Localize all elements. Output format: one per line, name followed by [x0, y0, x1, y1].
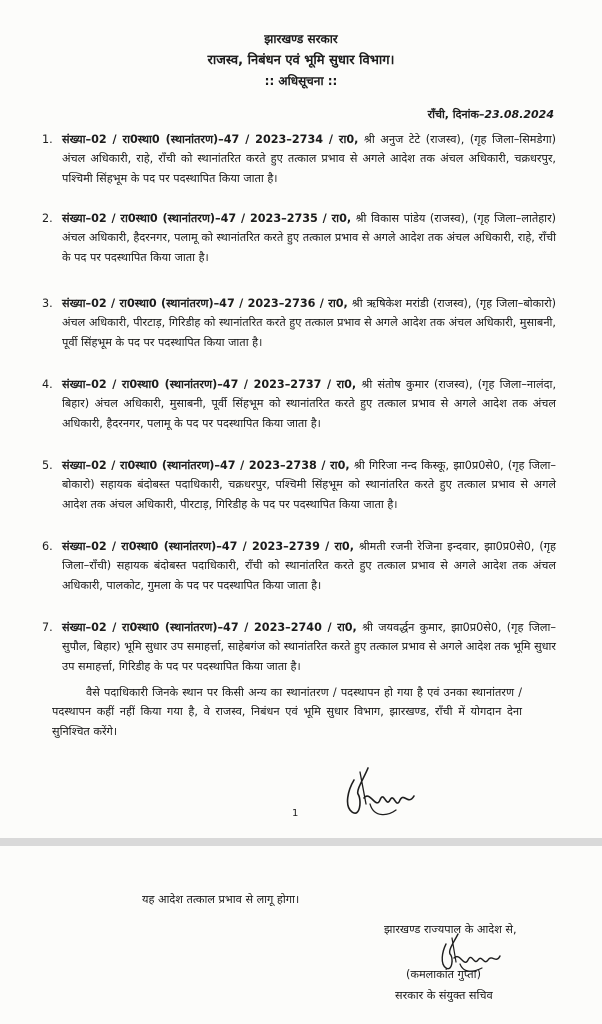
authority-line: झारखण्ड राज्यपाल के आदेश से, — [384, 923, 517, 936]
list-item — [42, 130, 557, 188]
item-number: 6. — [42, 540, 53, 553]
signatory-designation: सरकार के संयुक्त सचिव — [395, 989, 493, 1002]
document-page-2 — [0, 846, 602, 1024]
page-number: 1 — [292, 808, 299, 819]
department-header: राजस्व, निबंधन एवं भूमि सुधार विभाग। — [207, 53, 395, 68]
item-body: श्री अनुज टेटे (राजस्व), (गृह जिला–सिमडेगा) अंचल अधिकारी, राहे, राँची को स्थानांतरित करते हुए तत्काल प्रभाव से अगले आदेश तक अंचल अधिकारी, चक्रधरपुर, पश्चिमी सिंहभूम के पद पर पदस्थापित किया जाता है। — [62, 133, 557, 185]
list-item — [42, 209, 557, 267]
item-reference: संख्या–02 / रा0स्था0 (स्थानांतरण)–47 / 2023–2734 / रा0, — [62, 133, 359, 146]
item-reference: संख्या–02 / रा0स्था0 (स्थानांतरण)–47 / 2023–2736 / रा0, — [62, 297, 348, 310]
date-value: 23.08.2024 — [484, 108, 554, 121]
list-item — [42, 456, 557, 514]
item-number: 4. — [42, 378, 53, 391]
signatory-name: (कमलाकांत गुप्ता) — [406, 968, 481, 981]
item-number: 2. — [42, 212, 53, 225]
list-item — [42, 294, 557, 352]
item-reference: संख्या–02 / रा0स्था0 (स्थानांतरण)–47 / 2023–2738 / रा0, — [62, 459, 350, 472]
item-body: श्री विकास पांडेय (राजस्व), (गृह जिला–लातेहार) अंचल अधिकारी, हैदरनगर, पलामू को स्थानांतरित करते हुए तत्काल प्रभाव से अगले आदेश तक अंचल अधिकारी, राहे, राँची के पद पर पदस्थापित किया जाता है। — [62, 212, 557, 264]
date-label: राँची, दिनांक– — [427, 108, 485, 121]
date-line — [428, 107, 554, 122]
signature — [340, 760, 420, 830]
item-reference: संख्या–02 / रा0स्था0 (स्थानांतरण)–47 / 2023–2735 / रा0, — [62, 212, 352, 225]
item-number: 1. — [42, 133, 53, 146]
item-number: 5. — [42, 459, 53, 472]
item-body: श्री ऋषिकेश मरांडी (राजस्व), (गृह जिला–बोकारो) अंचल अधिकारी, पीरटाड़, गिरिडीह को स्थानांतरित करते हुए तत्काल प्रभाव से अगले आदेश तक अंचल अधिकारी, मुसाबनी, पूर्वी सिंहभूम के पद पर पदस्थापित किया जाता है। — [62, 297, 557, 349]
item-number: 3. — [42, 297, 53, 310]
list-item — [42, 537, 556, 595]
item-reference: संख्या–02 / रा0स्था0 (स्थानांतरण)–47 / 2023–2737 / रा0, — [62, 378, 357, 391]
list-item — [42, 618, 556, 676]
item-number: 7. — [42, 621, 53, 634]
item-body: श्री गिरिजा नन्द किस्कू, झा0प्र0से0, (गृह जिला–बोकारो) सहायक बंदोबस्त पदाधिकारी, चक्रधरपुर, पश्चिमी सिंहभूम को स्थानांतरित करते हुए तत्काल प्रभाव से अगले आदेश तक अंचल अधिकारी, पीरटाड़, गिरिडीह के पद पर पदस्थापित किया जाता है। — [62, 459, 557, 511]
order-text: यह आदेश तत्काल प्रभाव से लागू होगा। — [142, 893, 300, 906]
closing-note: वैसे पदाधिकारी जिनके स्थान पर किसी अन्य का स्थानांतरण / पदस्थापन हो गया है एवं उनका स्थानांतरण / पदस्थापन कहीं नहीं किया गया है, वे राजस्व, निबंधन एवं भूमि सुधार विभाग, झारखण्ड, राँची में योगदान देना सुनिश्चित करेंगे। — [52, 686, 522, 738]
item-reference: संख्या–02 / रा0स्था0 (स्थानांतरण)–47 / 2023–2739 / रा0, — [62, 540, 354, 553]
page-divider — [0, 838, 602, 846]
item-body: श्री जयवर्द्धन कुमार, झा0प्र0से0, (गृह जिला–सुपौल, बिहार) भूमि सुधार उप समाहर्त्ता, साहेबगंज को स्थानांतरित करते हुए तत्काल प्रभाव से अगले आदेश तक भूमि सुधार उप समाहर्त्ता, गिरिडीह के पद पर पदस्थापित किया जाता है। — [62, 621, 556, 673]
item-body: श्रीमती रजनी रेजिना इन्दवार, झा0प्र0से0, (गृह जिला–राँची) सहायक बंदोबस्त पदाधिकारी, राँची को स्थानांतरित करते हुए तत्काल प्रभाव से अगले आदेश तक अंचल अधिकारी, पालकोट, गुमला के पद पर पदस्थापित किया जाता है। — [62, 540, 556, 592]
signature — [436, 930, 502, 982]
govt-header: झारखण्ड सरकार — [264, 32, 338, 46]
item-reference: संख्या–02 / रा0स्था0 (स्थानांतरण)–47 / 2023–2740 / रा0, — [62, 621, 357, 634]
notification-title: :: अधिसूचना :: — [264, 74, 338, 88]
item-body: श्री संतोष कुमार (राजस्व), (गृह जिला–नालंदा, बिहार) अंचल अधिकारी, मुसाबनी, पूर्वी सिंहभूम को स्थानांतरित करते हुए तत्काल प्रभाव से अगले आदेश तक अंचल अधिकारी, हैदरनगर, पलामू के पद पर पदस्थापित किया जाता है। — [62, 378, 557, 430]
list-item — [42, 375, 557, 433]
